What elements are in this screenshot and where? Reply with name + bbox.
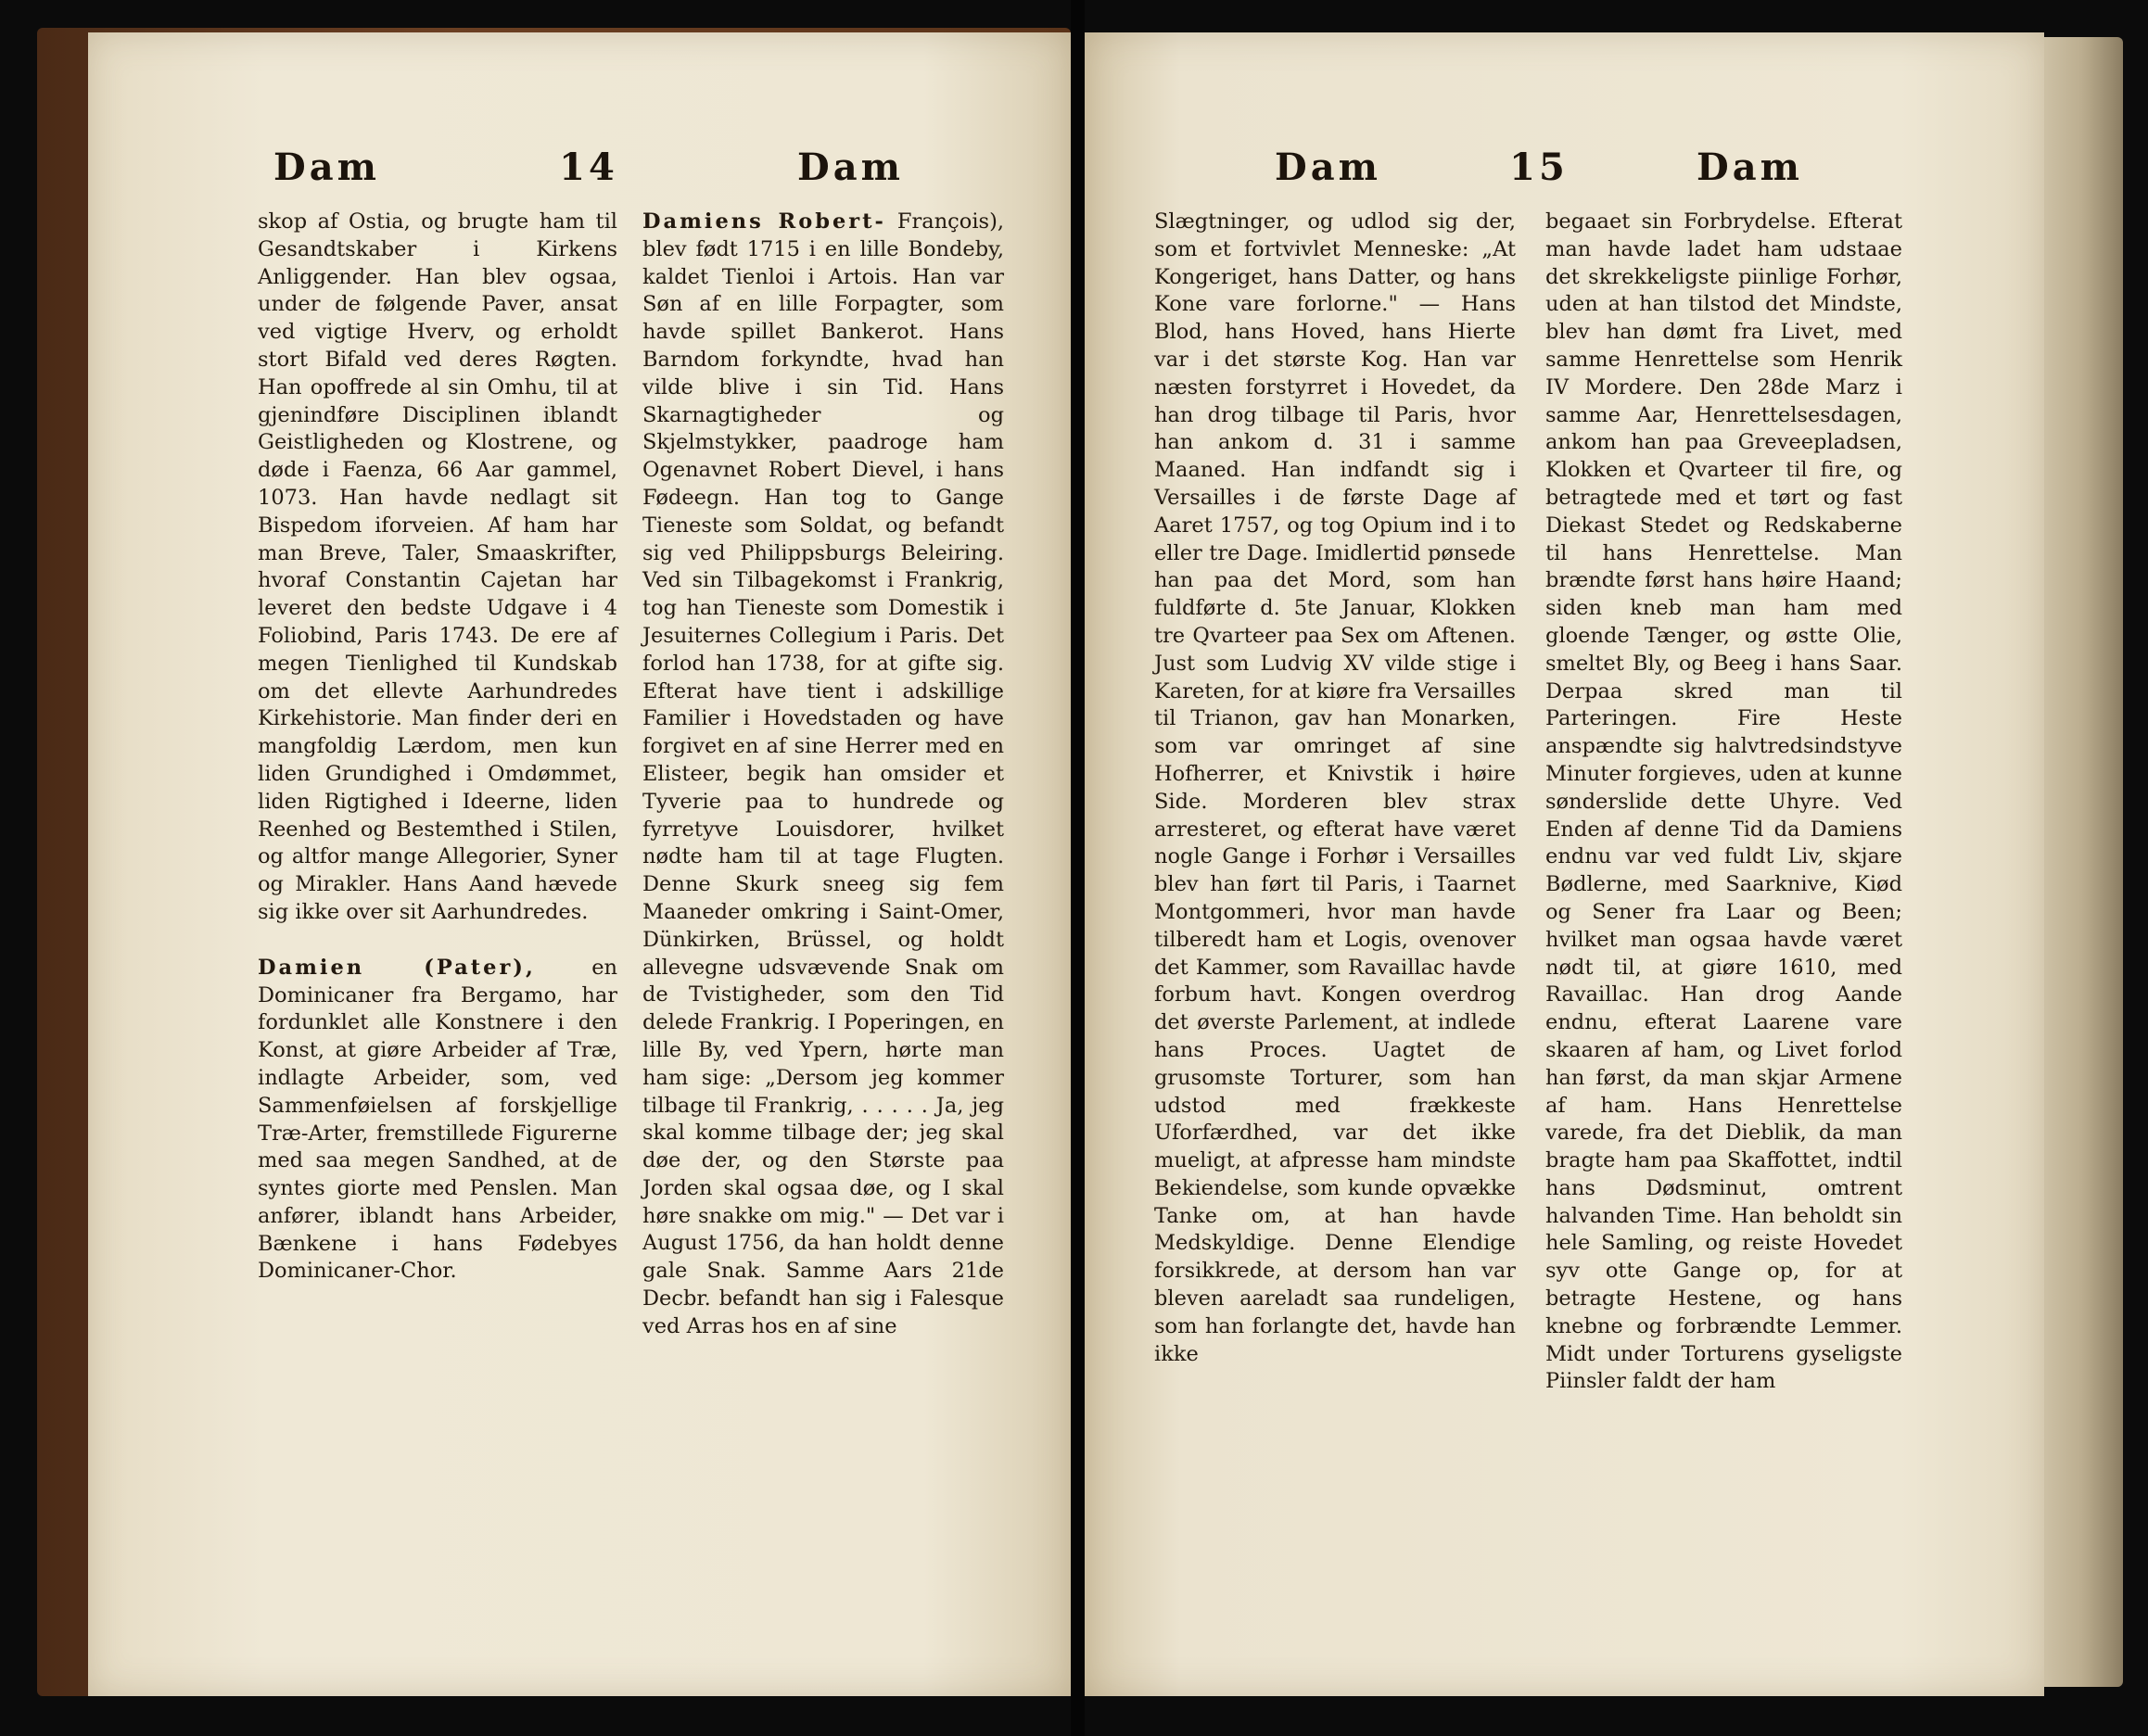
entry-damiens-robert	[642, 209, 1004, 1341]
left-page-header	[273, 139, 904, 195]
right-page-number: 15	[1509, 145, 1569, 189]
page-edges-right	[2040, 37, 2123, 1687]
left-page-column-2	[642, 209, 1004, 1341]
left-page-column-1	[258, 209, 617, 1286]
right-page-column-2	[1545, 209, 1902, 1396]
right-page-column-1	[1154, 209, 1516, 1368]
entry-text: François), blev født 1715 i en lille Bondeby, kaldet Tienloi i Artois. Han var Søn af en lille Forpagter, som havde spillet Bankerot. Hans Barndom forkyndte, hvad han vilde blive i sin Tid. Hans Skarnagtigheder og Skjelmstykker, paadroge ham Ogenavnet Robert Dievel, i hans Fødeegn. Han tog to Gange Tieneste som Soldat, og befandt sig ved Philippsburgs Beleiring. Ved sin Tilbagekomst i Frankrig, tog han Tieneste som Domestik i Jesuiternes Collegium i Paris. Det forlod han 1738, for at gifte sig. Efterat have tient i adskillige Familier i Hovedstaden og have forgivet en af sine Herrer med en Elisteer, begik han omsider et Tyverie paa to hundrede og fyrretyve Louisdorer, hvilket nødte ham til at tage Flugten. Denne Skurk sneeg sig fem Maaneder omkring i Saint-Omer, Dünkirken, Brüssel, og holdt allevegne udsvævende Snak om de Tvistigheder, som den Tid delede Frankrig. I Poperingen, en lille By, ved Ypern, hørte man ham sige: „Dersom jeg kommer tilbage til Frankrig, . . . . . Ja, jeg skal komme tilbage der; jeg skal døe der, og den Største paa Jorden skal ogsaa døe, og I skal høre snakke om mig." — Det var i August 1756, da han holdt denne gale Snak. Samme Aars 21de Decbr. befandt han sig i Falesque ved Arras hos en af sine	[642, 209, 1004, 1338]
scan-gutter	[1071, 0, 1085, 1736]
paragraph: skop af Ostia, og brugte ham til Gesandtskaber i Kirkens Anliggender. Han blev ogsaa, under de følgende Paver, ansat ved vigtige Hverv, og erholdt stort Bifald ved deres Røgten. Han opoffrede al sin Omhu, til at gjenindføre Disciplinen iblandt Geistligheden og Klostrene, og døde i Faenza, 66 Aar gammel, 1073. Han havde nedlagt sit Bispedom iforveien. Af ham har man Breve, Taler, Smaaskrifter, hvoraf Constantin Cajetan har leveret den bedste Udgave i 4 Foliobind, Paris 1743. De ere af megen Tienlighed til Kundskab om det ellevte Aarhundredes Kirkehistorie. Man finder deri en mangfoldig Lærdom, men kun liden Grundighed i Omdømmet, liden Rigtighed i Ideerne, liden Reenhed og Bestemthed i Stilen, og altfor mange Allegorier, Syner og Mirakler. Hans Aand hævede sig ikke over sit Aarhundredes.	[258, 209, 617, 924]
entry-headword: Damiens Robert-	[642, 209, 886, 234]
left-header-catchword-right: Dam	[797, 145, 904, 189]
right-header-catchword-left: Dam	[1275, 145, 1381, 189]
entry-headword: Damien (Pater),	[258, 955, 536, 980]
left-page-number: 14	[559, 145, 618, 189]
entry-text: en Dominicaner fra Bergamo, har fordunklet alle Konstnere i den Konst, at giøre Arbeider af Træ, indlagte Arbeider, som, ved Sammenføielsen af forskjellige Træ-Arter, fremstillede Figurerne med saa megen Sandhed, at de syntes giorte med Penslen. Man anfører, iblandt hans Arbeider, Bænkene i hans Fødebyes Dominicaner-Chor.	[258, 955, 617, 1284]
right-header-catchword-right: Dam	[1697, 145, 1803, 189]
entry-damien-pater	[258, 955, 617, 1286]
right-page-header	[1275, 139, 1803, 195]
paragraph: Slægtninger, og udlod sig der, som et fortvivlet Menneske: „At Kongeriget, hans Datter, og hans Kone vare forlorne." — Hans Blod, hans Hoved, hans Hierte var i det største Kog. Han var næsten forstyrret i Hovedet, da han drog tilbage til Paris, hvor han ankom d. 31 i samme Maaned. Han indfandt sig i Versailles i de første Dage af Aaret 1757, og tog Opium ind i to eller tre Dage. Imidlertid pønsede han paa det Mord, som han fuldførte d. 5te Januar, Klokken tre Qvarteer paa Sex om Aftenen. Just som Ludvig XV vilde stige i Kareten, for at kiøre fra Versailles til Trianon, gav han Monarken, som var omringet af sine Hofherrer, et Knivstik i høire Side. Morderen blev strax arresteret, og efterat have været nogle Gange i Forhør i Versailles blev han ført til Paris, i Taarnet Montgommeri, hvor man havde tilberedt ham et Logis, ovenover det Kammer, som Ravaillac havde forbum havt. Kongen overdrog det øverste Parlement, at indlede hans Proces. Uagtet de grusomste Torturer, som han udstod med frækkeste Uforfærdhed, var det ikke mueligt, at afpresse ham mindste Bekiendelse, som kunde opvække Tanke om, at han havde Medskyldige. Denne Elendige forsikkrede, at dersom han var bleven aareladt saa rundeligen, som han forlangte det, havde han ikke	[1154, 209, 1516, 1366]
paragraph: begaaet sin Forbrydelse. Efterat man havde ladet ham udstaae det skrekkeligste piinlige Forhør, uden at han tilstod det Mindste, blev han dømt fra Livet, med samme Henrettelse som Henrik IV Mordere. Den 28de Marz i samme Aar, Henrettelsesdagen, ankom han paa Greveepladsen, Klokken et Qvarteer til fire, og betragtede med et tørt og fast Diekast Stedet og Redskaberne til hans Henrettelse. Man brændte først hans høire Haand; siden kneb man ham med gloende Tænger, og østte Olie, smeltet Bly, og Beeg i hans Saar. Derpaa skred man til Parteringen. Fire Heste anspændte sig halvtredsindstyve Minuter forgieves, uden at kunne sønderslide dette Uhyre. Ved Enden af denne Tid da Damiens endnu var ved fuldt Liv, skjare Bødlerne, med Saarknive, Kiød og Sener fra Laar og Been; hvilket man ogsaa havde været nødt til, at giøre 1610, med Ravaillac. Han drog Aande endnu, efterat Laarene vare skaaren af ham, og Livet forlod han først, da man skjar Armene af ham. Hans Henrettelse varede, fra det Dieblik, da man bragte ham paa Skaffottet, indtil hans Dødsminut, omtrent halvanden Time. Han beholdt sin hele Samling, og reiste Hovedet syv otte Gange op, for at betragte Hestene, og hans knebne og forbrændte Lemmer. Midt under Torturens gyseligste Piinsler faldt der ham	[1545, 209, 1902, 1394]
left-header-catchword-left: Dam	[273, 145, 380, 189]
